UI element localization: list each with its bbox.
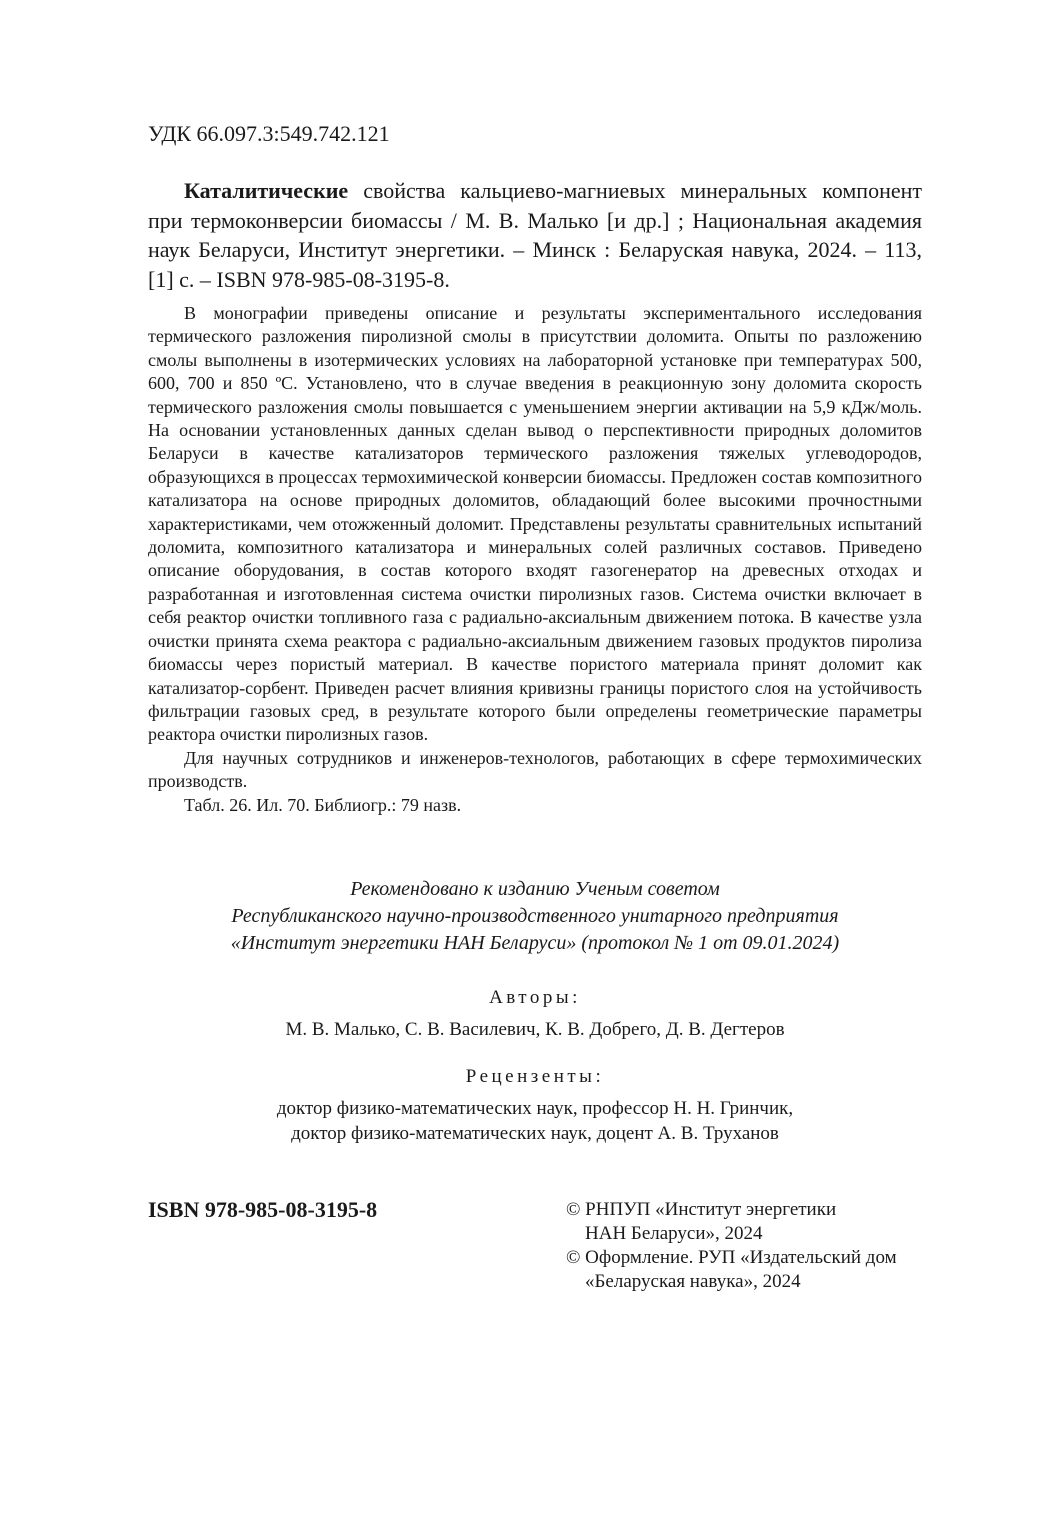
- biblio-title-bold: Каталитические: [184, 178, 349, 203]
- abstract: [148, 302, 922, 817]
- bibliographic-record: [148, 176, 922, 294]
- abstract-main: В монографии приведены описание и результаты экспериментального исследования термического разложения пиролизной смолы в присутствии доломита. Опыты по разложению смолы выполнены в изотермических условиях на лабораторной установке при температурах 500, 600, 700 и 850 ºС. Установлено, что в случае введения в реакционную зону доломита скорость термического разложения смолы повышается с уменьшением энергии активации на 5,9 кДж/моль. На основании установленных данных сделан вывод о перспективности природных доломитов Беларуси в качестве катализаторов термического разложения тяжелых углеводородов, образующихся в процессах термохимической конверсии биомассы. Предложен состав композитного катализатора на основе природных доломитов, обладающий более высокими прочностными характеристиками, чем отожженный доломит. Представлены результаты сравнительных испытаний доломита, композитного катализатора и минеральных солей различных составов. Приведено описание оборудования, в состав которого входят газогенератор на древесных отходах и разработанная и изготовленная система очистки пиролизных газов. Система очистки включает в себя реактор очистки топливного газа с радиально-аксиальным движением потока. В качестве узла очистки принята схема реактора с радиально-аксиальным движением газовых продуктов пиролиза биомассы через пористый материал. В качестве пористого материала принят доломит как катализатор-сорбент. Приведен расчет влияния кривизны границы пористого слоя на устойчивость фильтрации газовых сред, в результате которого были определены геометрические параметры реактора очистки пиролизных газов.: [148, 303, 922, 745]
- copyright-entry: [566, 1246, 926, 1294]
- reviewers-heading: Рецензенты:: [465, 1066, 605, 1087]
- reviewers-list: [148, 1096, 922, 1146]
- copyright-line: НАН Беларуси», 2024: [585, 1223, 763, 1244]
- copyright-entry: [566, 1198, 926, 1246]
- copyright-block: [566, 1198, 926, 1294]
- reviewer: доктор физико-математических наук, профессор Н. Н. Гринчик,: [276, 1098, 794, 1119]
- recommendation: [148, 876, 922, 957]
- copyright-line: © РНПУП «Институт энергетики: [566, 1199, 837, 1220]
- recommendation-line: Республиканского научно-производственного унитарного предприятия: [231, 905, 839, 927]
- isbn: ISBN 978-985-08-3195-8: [148, 1197, 378, 1222]
- abstract-stats: Табл. 26. Ил. 70. Библиогр.: 79 назв.: [184, 794, 462, 815]
- authors-list: М. В. Малько, С. В. Василевич, К. В. Добрего, Д. В. Дегтеров: [285, 1019, 785, 1040]
- reviewer: доктор физико-математических наук, доцент А. В. Труханов: [291, 1123, 779, 1144]
- recommendation-line: Рекомендовано к изданию Ученым советом: [350, 878, 720, 900]
- abstract-audience: Для научных сотрудников и инженеров-технологов, работающих в сфере термохимических производств.: [148, 747, 922, 792]
- recommendation-line: «Институт энергетики НАН Беларуси» (протокол № 1 от 09.01.2024): [230, 932, 840, 954]
- biblio-description: свойства кальциево-магниевых минеральных компонент при термоконверсии биомассы / М. В. Малько [и др.] ; Национальная академия наук Беларуси, Институт энергетики. – Минск : Беларуская навука, 2024. – 113, [1] с. – ISBN 978-985-08-3195-8.: [148, 178, 922, 292]
- authors-heading: Авторы:: [489, 987, 581, 1008]
- udk-code: УДК 66.097.3:549.742.121: [148, 121, 390, 146]
- copyright-line: «Беларуская навука», 2024: [585, 1271, 801, 1292]
- copyright-line: © Оформление. РУП «Издательский дом: [566, 1247, 897, 1268]
